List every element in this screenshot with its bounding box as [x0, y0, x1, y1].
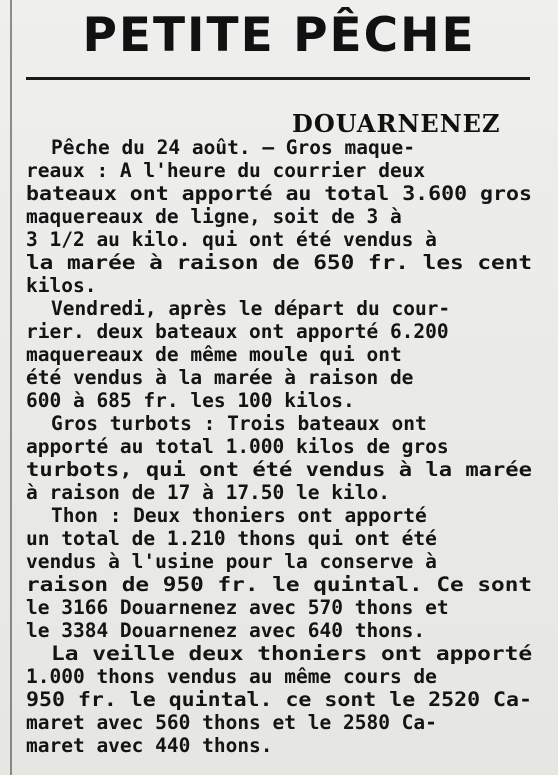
text-line: le 3166 Douarnenez avec 570 thons et — [26, 596, 449, 619]
section-heading: PETITE PÊCHE — [82, 8, 476, 63]
paragraph-tuna-previous-day — [26, 642, 534, 757]
paragraph-mackerel-friday — [26, 297, 534, 412]
text-line: à raison de 17 à 17.50 le kilo. — [26, 481, 390, 504]
text-line: 950 fr. le quintal. ce sont le 2520 Ca- — [26, 688, 532, 711]
text-line: turbots, qui ont été vendus à la marée — [26, 458, 532, 481]
text-line: reaux : A l'heure du courrier deux — [26, 159, 426, 182]
text-line: 1.000 thons vendus au même cours de — [26, 665, 437, 688]
text-line: le 3384 Douarnenez avec 640 thons. — [26, 619, 426, 642]
text-line: Gros turbots : Trois bateaux ont — [51, 412, 427, 435]
text-line: été vendus à la marée à raison de — [26, 366, 414, 389]
paragraph-tuna — [26, 504, 534, 642]
heading-rule — [26, 77, 530, 80]
text-line: vendus à l'usine pour la conserve à — [26, 550, 437, 573]
text-line: maquereaux de même moule qui ont — [26, 343, 402, 366]
text-line: apporté au total 1.000 kilos de gros — [26, 435, 449, 458]
text-line: la marée à raison de 650 fr. les cent — [26, 251, 533, 274]
text-line: un total de 1.210 thons qui ont été — [26, 527, 437, 550]
text-line: bateaux ont apporté au total 3.600 gros — [26, 182, 532, 205]
dateline: DOUARNENEZ — [292, 109, 501, 138]
text-line: Vendredi, après le départ du cour- — [51, 297, 451, 320]
text-line: Thon : Deux thoniers ont apporté — [51, 504, 427, 527]
text-line: rier. deux bateaux ont apporté 6.200 — [26, 320, 449, 343]
text-line: maret avec 560 thons et le 2580 Ca- — [26, 711, 437, 734]
text-line: kilos. — [26, 274, 97, 297]
text-line: Pêche du 24 août. — Gros maque- — [51, 136, 415, 159]
paragraph-turbot — [26, 412, 534, 504]
paragraph-mackerel-morning — [26, 136, 534, 297]
text-line: maquereaux de ligne, soit de 3 à — [26, 205, 402, 228]
text-line: raison de 950 fr. le quintal. Ce sont — [26, 573, 533, 596]
text-line: 600 à 685 fr. les 100 kilos. — [26, 389, 355, 412]
article-body — [26, 136, 534, 757]
text-line: maret avec 440 thons. — [26, 734, 273, 757]
text-line: La veille deux thoniers ont apporté — [51, 642, 533, 665]
text-line: 3 1/2 au kilo. qui ont été vendus à — [26, 228, 437, 251]
column-border — [10, 0, 12, 775]
